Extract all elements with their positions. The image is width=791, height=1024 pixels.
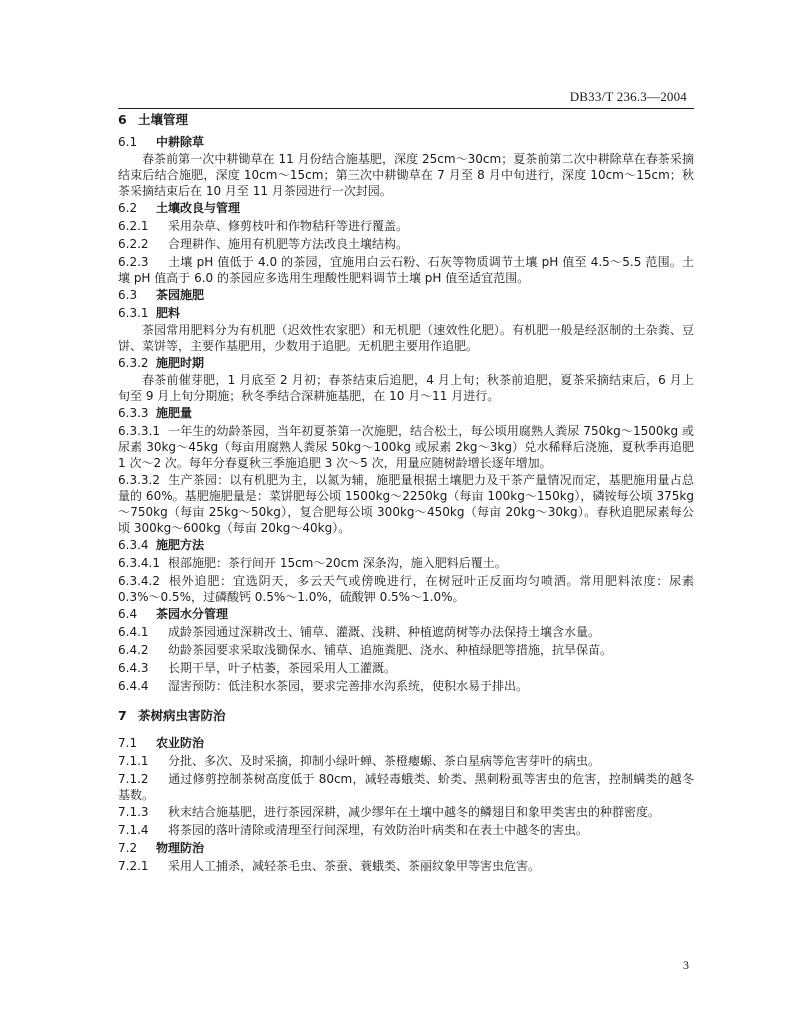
clause-6-3-3-2 — [118, 471, 694, 536]
clause-number: 6.2.1 — [118, 219, 149, 233]
clause-number: 6.4.3 — [118, 661, 149, 675]
clause-6-3-4-1 — [118, 554, 694, 572]
clause-6-4-2 — [118, 641, 694, 659]
clause-6-3-2 — [118, 354, 694, 372]
clause-text: 秋末结合施基肥，进行茶园深耕，减少缪年在土壤中越冬的鳞翅目和象甲类害虫的种群密度。 — [168, 805, 661, 819]
clause-title: 茶园施肥 — [156, 288, 205, 302]
clause-number: 6.3 — [118, 288, 138, 302]
clause-number: 6.1 — [118, 135, 138, 149]
clause-7-2-1 — [118, 857, 694, 875]
standard-code: DB33/T 236.3—2004 — [569, 89, 687, 104]
section-title: 土壤管理 — [138, 112, 189, 127]
clause-6-3-1 — [118, 304, 694, 322]
clause-6-4-4 — [118, 677, 694, 695]
clause-6-3-4-2 — [118, 572, 694, 605]
clause-number: 6.3.3 — [118, 406, 149, 420]
clause-number: 7.2.1 — [118, 859, 149, 873]
clause-text: 采用杂草、修剪枝叶和作物秸秆等进行覆盖。 — [168, 219, 409, 233]
clause-number: 6.4.4 — [118, 679, 149, 693]
clause-text: 成龄茶园通过深耕改土、铺草、灌溉、浅耕、种植遮荫树等办法保持土壤含水量。 — [168, 625, 601, 639]
clause-number: 6.3.2 — [118, 356, 149, 370]
clause-text: 土壤 pH 值低于 4.0 的茶园，宜施用白云石粉、石灰等物质调节土壤 pH 值至 4.5～5.5 范围。土壤 pH 值高于 6.0 的茶园应多选用生理酸性肥料调节土壤 pH 值至适宜范围。 — [118, 255, 694, 285]
section-number: 7 — [118, 708, 127, 723]
clause-text: 根外追肥：宜选阴天，多云天气或傍晚进行，在树冠叶正反面均匀喷洒。常用肥料浓度：尿素 0.3%～0.5%，过磷酸钙 0.5%～1.0%，硫酸钾 0.5%～1.0%。 — [118, 574, 694, 604]
clause-text: 采用人工捕杀，减轻茶毛虫、茶蚕、蓑蛾类、茶丽纹象甲等害虫危害。 — [168, 859, 541, 873]
clause-7-1-3 — [118, 803, 694, 821]
clause-text: 合理耕作、施用有机肥等方法改良土壤结构。 — [168, 237, 409, 251]
clause-text: 长期干旱，叶子枯萎，茶园采用人工灌溉。 — [168, 661, 397, 675]
clause-6-4-1 — [118, 623, 694, 641]
clause-number: 7.1.1 — [118, 754, 149, 768]
clause-number: 6.2.2 — [118, 237, 149, 251]
clause-number: 7.1 — [118, 736, 138, 750]
clause-6-4 — [118, 605, 694, 623]
clause-text: 一年生的幼龄茶园，当年初夏茶第一次施肥，结合松土，每公顷用腐熟人粪尿 750kg～1500kg 或尿素 30kg～45kg（每亩用腐熟人粪尿 50kg～100kg 或尿素 2kg～3kg）兑水稀释后浇施，夏秋季再追肥 1 次～2 次。每年分春夏秋三季施追肥 3 次～5 次，用量应随树龄增长逐年增加。 — [118, 424, 694, 470]
clause-title: 农业防治 — [156, 736, 205, 750]
page-number: 3 — [683, 958, 689, 972]
clause-number: 7.2 — [118, 841, 138, 855]
clause-title: 物理防治 — [156, 841, 205, 855]
clause-text: 分批、多次、及时采摘，抑制小绿叶蝉、茶橙瘿螈、茶白星病等危害芽叶的病虫。 — [168, 754, 601, 768]
clause-6-3-3-1 — [118, 422, 694, 471]
clause-6-3-1-text: 茶园常用肥料分为有机肥（迟效性农家肥）和无机肥（速效性化肥）。有机肥一般是经沤制的土杂粪、豆饼、菜饼等，主要作基肥用，少数用于追肥。无机肥主要用作追肥。 — [118, 323, 694, 353]
clause-number: 7.1.4 — [118, 823, 149, 837]
clause-number: 6.3.4.1 — [118, 556, 160, 570]
clause-6-1-text: 春茶前第一次中耕锄草在 11 月份结合施基肥，深度 25cm～30cm；夏茶前第二次中耕除草在春茶采摘结束后结合施肥，深度 10cm～15cm；第三次中耕锄草在 7 月至 8 月中旬进行，深度 10cm～15cm；秋茶采摘结束后在 10 月至 11 月茶园进行一次封园。 — [118, 152, 694, 198]
clause-title: 中耕除草 — [156, 135, 205, 149]
clause-title: 土壤改良与管理 — [156, 201, 241, 215]
clause-title: 施肥方法 — [156, 538, 205, 552]
clause-number: 6.2.3 — [118, 255, 149, 269]
clause-number: 6.3.3.1 — [118, 424, 160, 438]
clause-number: 7.1.3 — [118, 805, 149, 819]
clause-7-1-1 — [118, 752, 694, 770]
clause-number: 6.3.4 — [118, 538, 149, 552]
clause-6-2 — [118, 199, 694, 217]
clause-6-3-2-text: 春茶前催芽肥，1 月底至 2 月初；春茶结束后追肥，4 月上旬；秋茶前追肥，夏茶采摘结束后，6 月上旬至 9 月上旬分期施；秋冬季结合深耕施基肥，在 10 月～11 月进行。 — [118, 373, 694, 403]
clause-6-3-4 — [118, 536, 694, 554]
clause-number: 6.2 — [118, 201, 138, 215]
clause-6-4-3 — [118, 659, 694, 677]
clause-number: 7.1.2 — [118, 772, 149, 786]
clause-number: 6.3.4.2 — [118, 574, 160, 588]
section-6-heading — [118, 111, 694, 129]
clause-number: 6.4.1 — [118, 625, 149, 639]
clause-text: 通过修剪控制茶树高度低于 80cm，减轻毒蛾类、蚧类、黑刺粉虱等害虫的危害，控制螨类的越冬基数。 — [118, 772, 694, 802]
clause-7-1 — [118, 734, 694, 752]
clause-number: 6.3.1 — [118, 306, 149, 320]
clause-7-2 — [118, 839, 694, 857]
clause-6-2-3 — [118, 253, 694, 286]
document-body — [118, 109, 694, 875]
section-number: 6 — [118, 112, 127, 127]
clause-title: 肥料 — [156, 306, 181, 320]
clause-7-1-4 — [118, 821, 694, 839]
clause-text: 幼龄茶园要求采取浅锄保水、铺草、追施粪肥、浇水、种植绿肥等措施，抗旱保苗。 — [168, 643, 613, 657]
clause-text: 生产茶园：以有机肥为主，以氮为辅，施肥量根据土壤肥力及干茶产量情况而定，基肥施用量占总量的 60%。基肥施肥量是：菜饼肥每公顷 1500kg～2250kg（每亩 100kg～150kg），磷铵每公顷 375kg～750kg（每亩 25kg～50kg），复合肥每公顷 300kg～450kg（每亩 20kg～30kg）。春秋追肥尿素每公顷 300kg～600kg（每亩 20kg～40kg）。 — [118, 473, 694, 535]
clause-6-2-1 — [118, 217, 694, 235]
clause-number: 6.4 — [118, 607, 138, 621]
clause-6-3 — [118, 286, 694, 304]
clause-text: 根部施肥：茶行间开 15cm～20cm 深条沟，施入肥料后覆土。 — [168, 556, 507, 570]
clause-number: 6.4.2 — [118, 643, 149, 657]
clause-6-3-3 — [118, 404, 694, 422]
clause-title: 茶园水分管理 — [156, 607, 229, 621]
clause-6-1 — [118, 133, 694, 151]
clause-text: 将茶园的落叶清除或清理至行间深埋，有效防治叶病类和在表土中越冬的害虫。 — [168, 823, 589, 837]
clause-number: 6.3.3.2 — [118, 473, 160, 487]
clause-title: 施肥时期 — [156, 356, 205, 370]
clause-7-1-2 — [118, 770, 694, 803]
section-7-heading — [118, 707, 694, 725]
clause-title: 施肥量 — [156, 406, 193, 420]
section-title: 茶树病虫害防治 — [138, 708, 226, 723]
clause-6-2-2 — [118, 235, 694, 253]
clause-text: 湿害预防：低洼积水茶园，要求完善排水沟系统，使积水易于排出。 — [168, 679, 529, 693]
